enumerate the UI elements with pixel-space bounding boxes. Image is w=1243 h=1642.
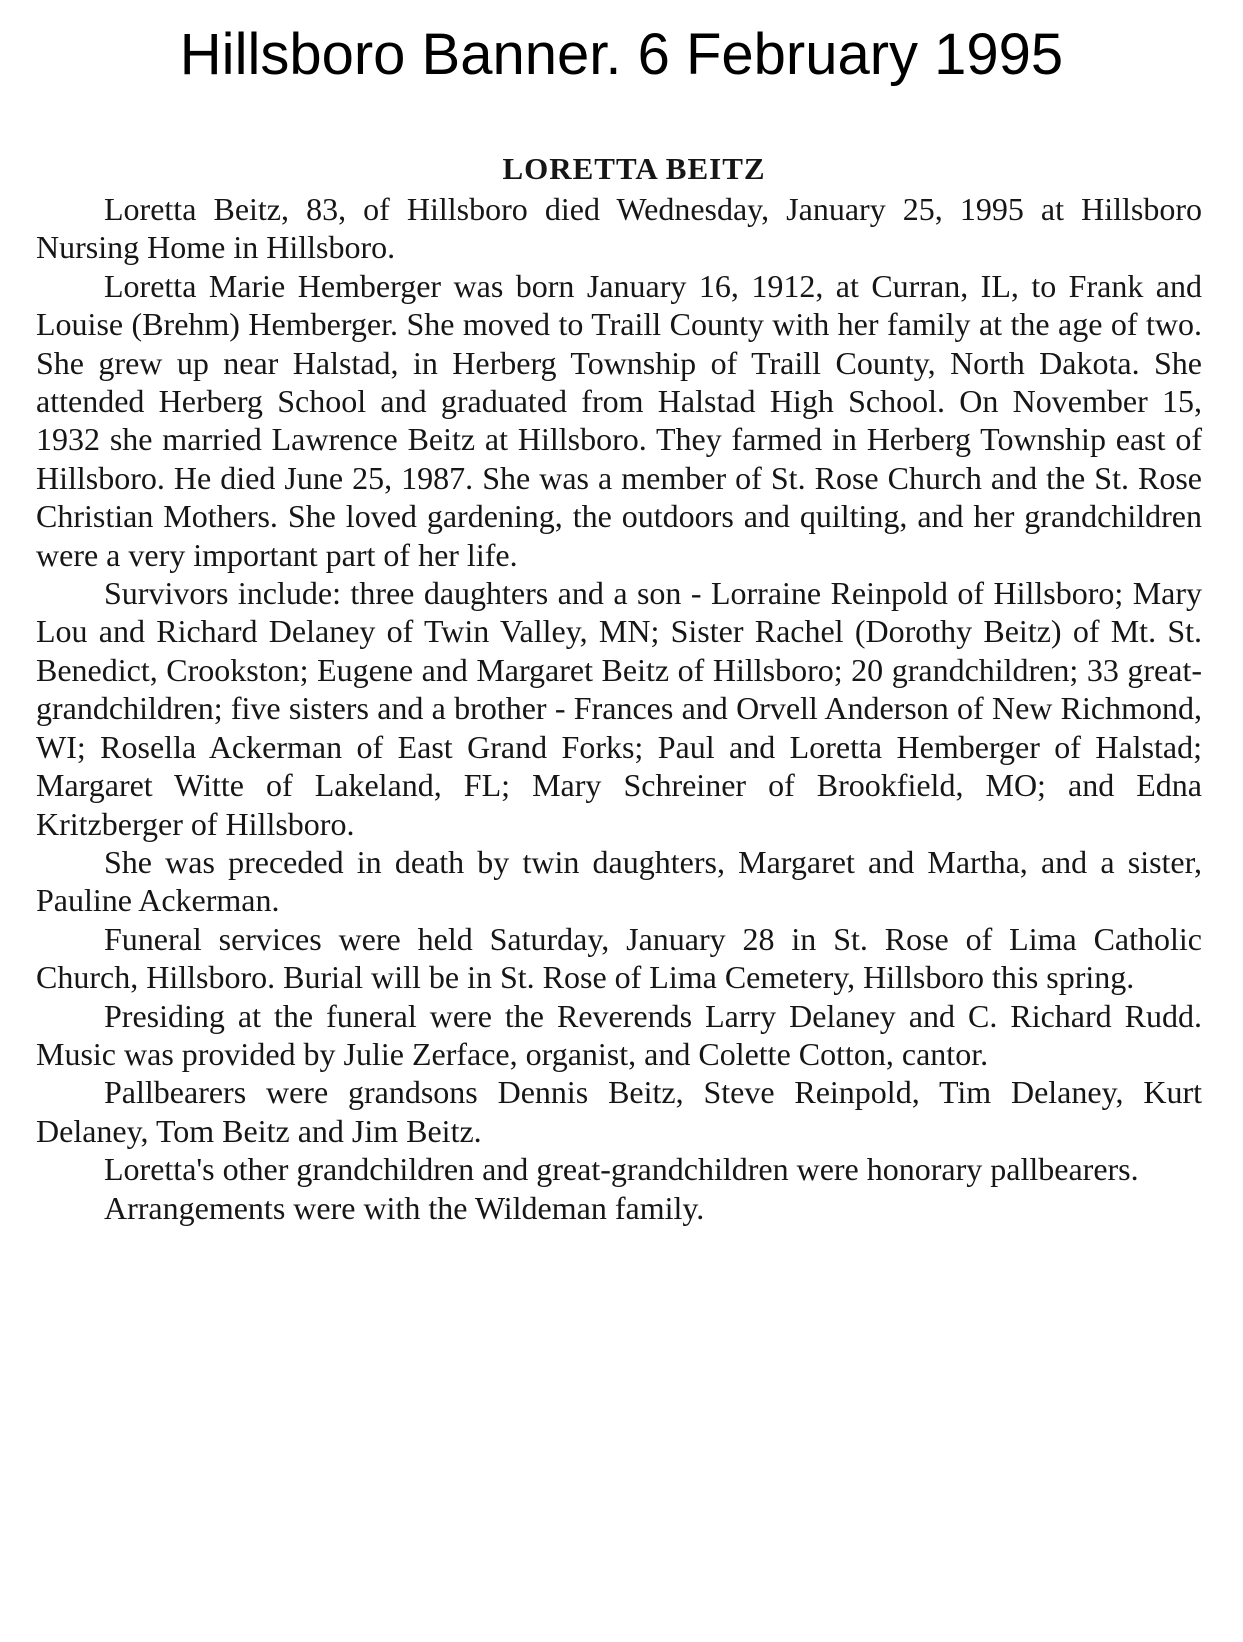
obituary-headline: LORETTA BEITZ	[502, 151, 766, 186]
obituary-paragraph-pallbearers: Pallbearers were grandsons Dennis Beitz, Steve Reinpold, Tim Delaney, Kurt Delaney, Tom Beitz and Jim Beitz.	[36, 1074, 1202, 1149]
obituary-paragraph-survivors: Survivors include: three daughters and a son - Lorraine Reinpold of Hillsboro; Mary Lou and Richard Delaney of Twin Valley, MN; Sister Rachel (Dorothy Beitz) of Mt. St. Benedict, Crookston; Eugene and Margaret Beitz of Hillsboro; 20 grandchildren; 33 great-grandchildren; five sisters and a brother - Frances and Orvell Anderson of New Richmond, WI; Rosella Ackerman of East Grand Forks; Paul and Loretta Hemberger of Halstad; Margaret Witte of Lakeland, FL; Mary Schreiner of Brookfield, MO; and Edna Kritzberger of Hillsboro.	[36, 575, 1202, 842]
obituary-paragraph-presiding: Presiding at the funeral were the Reverends Larry Delaney and C. Richard Rudd. Music was provided by Julie Zerface, organist, and Colette Cotton, cantor.	[36, 997, 1202, 1072]
obituary-paragraph-biography: Loretta Marie Hemberger was born January 16, 1912, at Curran, IL, to Frank and Louise (Brehm) Hemberger. She moved to Traill County with her family at the age of two. She grew up near Halstad, in Herberg Township of Traill County, North Dakota. She attended Herberg School and graduated from Halstad High School. On November 15, 1932 she married Lawrence Beitz at Hillsboro. They farmed in Herberg Township east of Hillsboro. He died June 25, 1987. She was a member of St. Rose Church and the St. Rose Christian Mothers. She loved gardening, the outdoors and quilting, and her grandchildren were a very important part of her life.	[36, 267, 1202, 573]
obituary-paragraph-death-notice: Loretta Beitz, 83, of Hillsboro died Wednesday, January 25, 1995 at Hillsboro Nursing Home in Hillsboro.	[36, 191, 1202, 266]
obituary-paragraph-honorary-pallbearers: Loretta's other grandchildren and great-grandchildren were honorary pallbearers.	[104, 1151, 1139, 1188]
obituary-paragraph-funeral-services: Funeral services were held Saturday, January 28 in St. Rose of Lima Catholic Church, Hillsboro. Burial will be in St. Rose of Lima Cemetery, Hillsboro this spring.	[36, 920, 1202, 996]
obituary-clipping	[36, 150, 1202, 1227]
page-title: Hillsboro Banner. 6 February 1995	[179, 22, 1064, 87]
obituary-paragraph-arrangements: Arrangements were with the Wildeman family.	[104, 1189, 705, 1226]
obituary-paragraph-preceded: She was preceded in death by twin daughters, Margaret and Martha, and a sister, Pauline Ackerman.	[36, 843, 1202, 919]
